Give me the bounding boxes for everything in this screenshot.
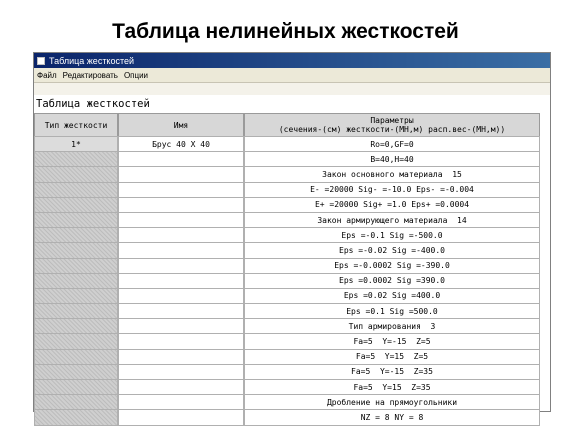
cell-type[interactable] [34,166,118,182]
cell-name[interactable]: Брус 40 X 40 [118,136,244,152]
table-row[interactable] [34,243,550,258]
cell-type[interactable] [34,212,118,228]
header-params[interactable] [244,113,540,137]
cell-type[interactable] [34,273,118,289]
table-row[interactable] [34,152,550,167]
cell-param[interactable]: Fa=5 Y=15 Z=35 [244,379,540,395]
menu-file[interactable]: Файл [37,70,57,80]
header-params-line1: Параметры [370,116,414,125]
table-row[interactable] [34,334,550,349]
cell-name[interactable] [118,394,244,410]
cell-type[interactable] [34,409,118,425]
cell-param[interactable]: Eps =0.1 Sig =500.0 [244,303,540,319]
cell-param[interactable]: Eps =-0.02 Sig =-400.0 [244,242,540,258]
cell-type[interactable] [34,197,118,213]
cell-name[interactable] [118,151,244,167]
cell-type[interactable] [34,349,118,365]
cell-type[interactable] [34,242,118,258]
cell-type[interactable] [34,258,118,274]
window-title: Таблица жесткостей [49,55,135,66]
table-row[interactable] [34,183,550,198]
cell-param[interactable]: Ro=0,GF=0 [244,136,540,152]
table-caption: Таблица жесткостей [36,98,150,110]
cell-type[interactable] [34,364,118,380]
cell-type[interactable] [34,394,118,410]
cell-name[interactable] [118,318,244,334]
table-row[interactable] [34,380,550,395]
menu-edit[interactable]: Редактировать [62,70,118,80]
menu-bar [34,68,550,83]
toolbar-area [34,83,550,95]
cell-name[interactable] [118,212,244,228]
cell-type[interactable] [34,288,118,304]
cell-name[interactable] [118,349,244,365]
table-row[interactable] [34,137,550,152]
header-name[interactable]: Имя [118,113,244,137]
table-row[interactable] [34,304,550,319]
table-row[interactable] [34,259,550,274]
cell-param[interactable]: Fa=5 Y=-15 Z=5 [244,333,540,349]
header-type[interactable]: Тип жесткости [34,113,118,137]
cell-param[interactable]: Закон армирующего материала 14 [244,212,540,228]
cell-param[interactable]: Дробление на прямоугольники [244,394,540,410]
cell-type[interactable] [34,182,118,198]
cell-name[interactable] [118,197,244,213]
cell-name[interactable] [118,303,244,319]
app-window [33,52,551,422]
table-row[interactable] [34,274,550,289]
table-row[interactable] [34,319,550,334]
cell-name[interactable] [118,333,244,349]
cell-param[interactable]: NZ = 8 NY = 8 [244,409,540,425]
table-row[interactable] [34,350,550,365]
table-row[interactable] [34,365,550,380]
cell-param[interactable]: E+ =20000 Sig+ =1.0 Eps+ =0.0004 [244,197,540,213]
cell-type[interactable] [34,151,118,167]
cell-name[interactable] [118,242,244,258]
cell-type[interactable] [34,379,118,395]
table-row[interactable] [34,213,550,228]
cell-param[interactable]: E- =20000 Sig- =-10.0 Eps- =-0.004 [244,182,540,198]
cell-name[interactable] [118,379,244,395]
table-header-row [34,113,550,137]
app-icon [37,57,45,65]
cell-name[interactable] [118,182,244,198]
table-row[interactable] [34,228,550,243]
slide-title: Таблица нелинейных жесткостей [112,20,459,43]
window-titlebar[interactable] [34,53,550,68]
cell-name[interactable] [118,227,244,243]
table-area [34,95,550,422]
cell-param[interactable]: Eps =0.02 Sig =400.0 [244,288,540,304]
cell-name[interactable] [118,288,244,304]
table-row[interactable] [34,198,550,213]
table-row[interactable] [34,167,550,182]
table-row[interactable] [34,410,550,425]
cell-type[interactable] [34,303,118,319]
cell-name[interactable] [118,166,244,182]
cell-param[interactable]: Fa=5 Y=-15 Z=35 [244,364,540,380]
menu-options[interactable]: Опции [123,70,149,80]
cell-param[interactable]: Закон основного материала 15 [244,166,540,182]
cell-param[interactable]: Fa=5 Y=15 Z=5 [244,349,540,365]
cell-name[interactable] [118,364,244,380]
cell-param[interactable]: Тип армирования 3 [244,318,540,334]
cell-name[interactable] [118,273,244,289]
cell-type[interactable] [34,318,118,334]
table-body [34,137,550,426]
cell-name[interactable] [118,409,244,425]
header-params-line2: (сечения-(см) жесткости-(МН,м) расп.вес-(МН,м)) [278,125,506,134]
cell-param[interactable]: B=40,H=40 [244,151,540,167]
cell-type[interactable] [34,333,118,349]
cell-type[interactable]: 1* [34,136,118,152]
table-row[interactable] [34,395,550,410]
cell-param[interactable]: Eps =0.0002 Sig =390.0 [244,273,540,289]
cell-param[interactable]: Eps =-0.1 Sig =-500.0 [244,227,540,243]
cell-type[interactable] [34,227,118,243]
table-row[interactable] [34,289,550,304]
cell-name[interactable] [118,258,244,274]
cell-param[interactable]: Eps =-0.0002 Sig =-390.0 [244,258,540,274]
